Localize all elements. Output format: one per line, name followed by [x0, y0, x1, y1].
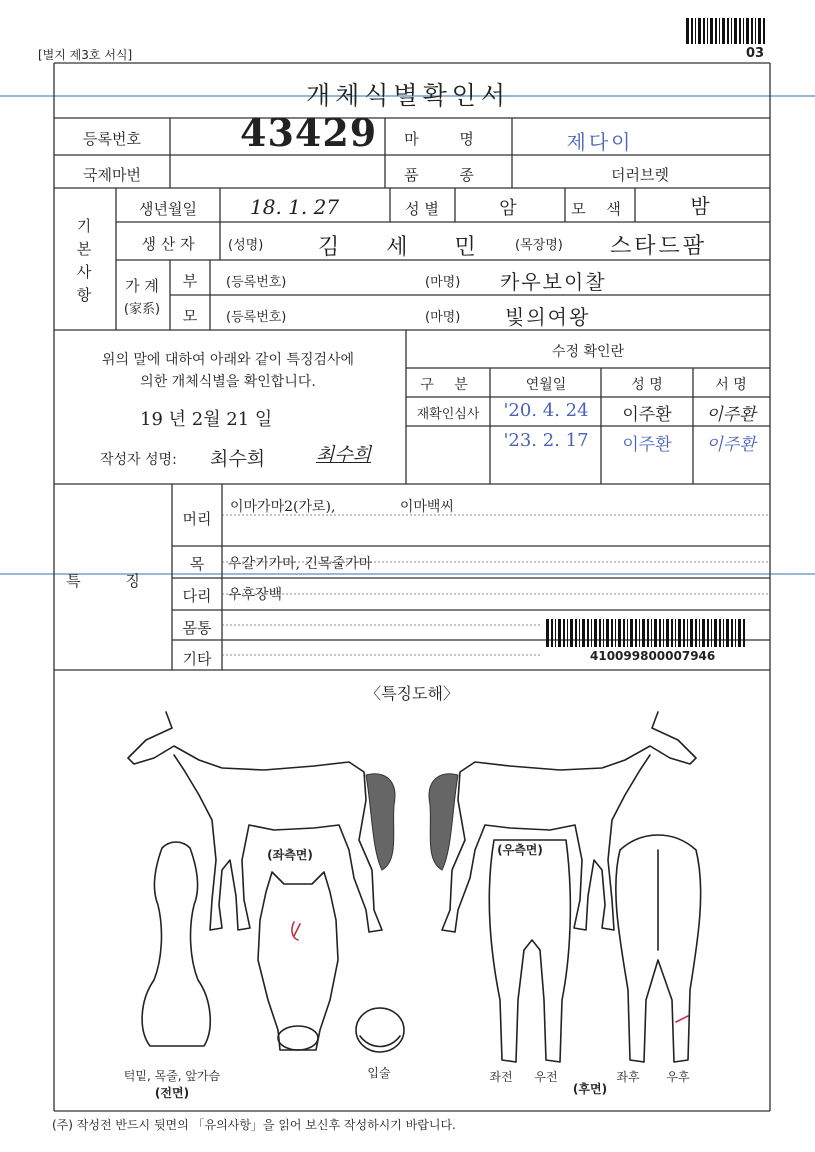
left-front-label: 좌전: [489, 1070, 513, 1084]
dam-label: 모: [182, 307, 198, 325]
lips-label: 입술: [367, 1066, 391, 1080]
breed-value: 더러브렛: [611, 166, 669, 184]
revision-row2-date: '23. 2. 17: [503, 430, 589, 451]
color-label: 모 색: [571, 200, 629, 218]
feature-head-value: 이마가마2(가로), 이마백씨: [230, 499, 454, 515]
feature-neck-label: 목: [189, 555, 205, 573]
feature-head-label: 머리: [182, 510, 212, 528]
writer-name: 최수희: [210, 448, 266, 470]
pedigree-hanja: (家系): [123, 302, 161, 317]
form-label: [별지 제3호 서식]: [38, 48, 133, 62]
front-neck-drawing: [142, 842, 210, 1046]
revision-row1-type: 재확인심사: [416, 407, 480, 422]
breeder-label: 생 산 자: [141, 235, 195, 253]
page-number: 03: [746, 46, 765, 61]
left-hind-label: 좌후: [616, 1070, 640, 1084]
front-legs-drawing: [489, 840, 570, 1062]
sire-label: 부: [182, 272, 198, 290]
birth-label: 생년월일: [139, 200, 197, 218]
color-value: 밤: [690, 194, 710, 218]
basic-section-label: 기본사항: [76, 217, 92, 304]
right-side-horse-drawing: [429, 712, 696, 932]
features-section-label: 특 징: [66, 572, 160, 590]
revision-header-name: 성 명: [631, 377, 663, 393]
revision-title: 수정 확인란: [551, 344, 625, 360]
birth-value: 18. 1. 27: [250, 195, 340, 219]
feature-body-label: 몸통: [182, 619, 212, 637]
right-hind-label: 우후: [666, 1070, 690, 1084]
revision-row2-name: 이주환: [622, 435, 672, 455]
breed-label: 품 종: [404, 166, 492, 184]
breeder-name-tag: (성명): [228, 238, 264, 253]
pedigree-label: 가 계: [125, 277, 159, 295]
horse-diagram: [54, 700, 770, 1110]
lips-drawing: [356, 1008, 404, 1052]
revision-header-sign: 서 명: [715, 377, 747, 393]
horse-name-value: 제다이: [566, 130, 634, 154]
diagram-title: 〈특징도해〉: [365, 684, 459, 703]
revision-row1-sign: 이주환: [706, 405, 756, 425]
left-side-label: (좌측면): [267, 848, 313, 862]
revision-row1-name: 이주환: [622, 405, 672, 425]
front-view-label: (전면): [154, 1086, 190, 1100]
sire-name-tag: (마명): [425, 275, 461, 290]
confirm-text-line2: 의한 개체식별을 확인합니다.: [140, 374, 316, 390]
confirm-text-line1: 위의 말에 대하여 아래와 같이 특징검사에: [101, 352, 355, 368]
feature-neck-value: 우갈기가마, 긴목줄가마: [228, 556, 373, 572]
throat-label: 턱밑, 목줄, 앞가슴: [123, 1069, 221, 1083]
farm-tag: (목장명): [515, 238, 563, 253]
reg-no-label: 등록번호: [83, 130, 141, 148]
feature-leg-label: 다리: [182, 587, 212, 605]
revision-row1-date: '20. 4. 24: [503, 400, 589, 421]
feature-other-label: 기타: [182, 650, 212, 668]
document-title: 개체식별확인서: [305, 81, 511, 110]
feature-leg-value: 우후장백: [228, 587, 283, 603]
dam-name: 빛의여왕: [505, 305, 591, 329]
intl-no-label: 국제마번: [83, 166, 141, 184]
rear-view-label: (후면): [572, 1082, 608, 1096]
sire-reg-tag: (등록번호): [226, 275, 287, 290]
sex-label: 성 별: [405, 200, 439, 218]
left-side-horse-drawing: [128, 712, 395, 932]
right-side-label: (우측면): [497, 843, 543, 857]
revision-header-type: 구 분: [420, 377, 476, 393]
right-front-label: 우전: [534, 1070, 558, 1084]
head-front-drawing: [258, 872, 338, 1050]
rear-view-drawing: [616, 835, 701, 1062]
revision-row2-sign: 이주환: [706, 435, 756, 455]
dam-name-tag: (마명): [425, 310, 461, 325]
farm-value: 스타드팜: [610, 234, 708, 259]
writer-signature: 최수희: [316, 444, 372, 466]
footer-note: (주) 작성전 반드시 뒷면의 「유의사항」을 읽어 보신후 작성하시기 바랍니다.: [52, 1118, 456, 1132]
horse-name-label: 마 명: [404, 130, 492, 148]
reg-no-value: 43429: [240, 110, 378, 155]
sex-value: 암: [499, 198, 517, 219]
writer-label: 작성자 성명:: [100, 452, 177, 468]
barcode: [546, 619, 746, 647]
revision-header-date: 연월일: [525, 377, 567, 393]
sire-name: 카우보이찰: [500, 270, 607, 294]
dam-reg-tag: (등록번호): [226, 310, 287, 325]
barcode-number: 410099800007946: [590, 649, 716, 663]
breeder-value: 김 세 민: [318, 235, 476, 260]
confirm-date: 19 년 2월 21 일: [140, 409, 273, 430]
